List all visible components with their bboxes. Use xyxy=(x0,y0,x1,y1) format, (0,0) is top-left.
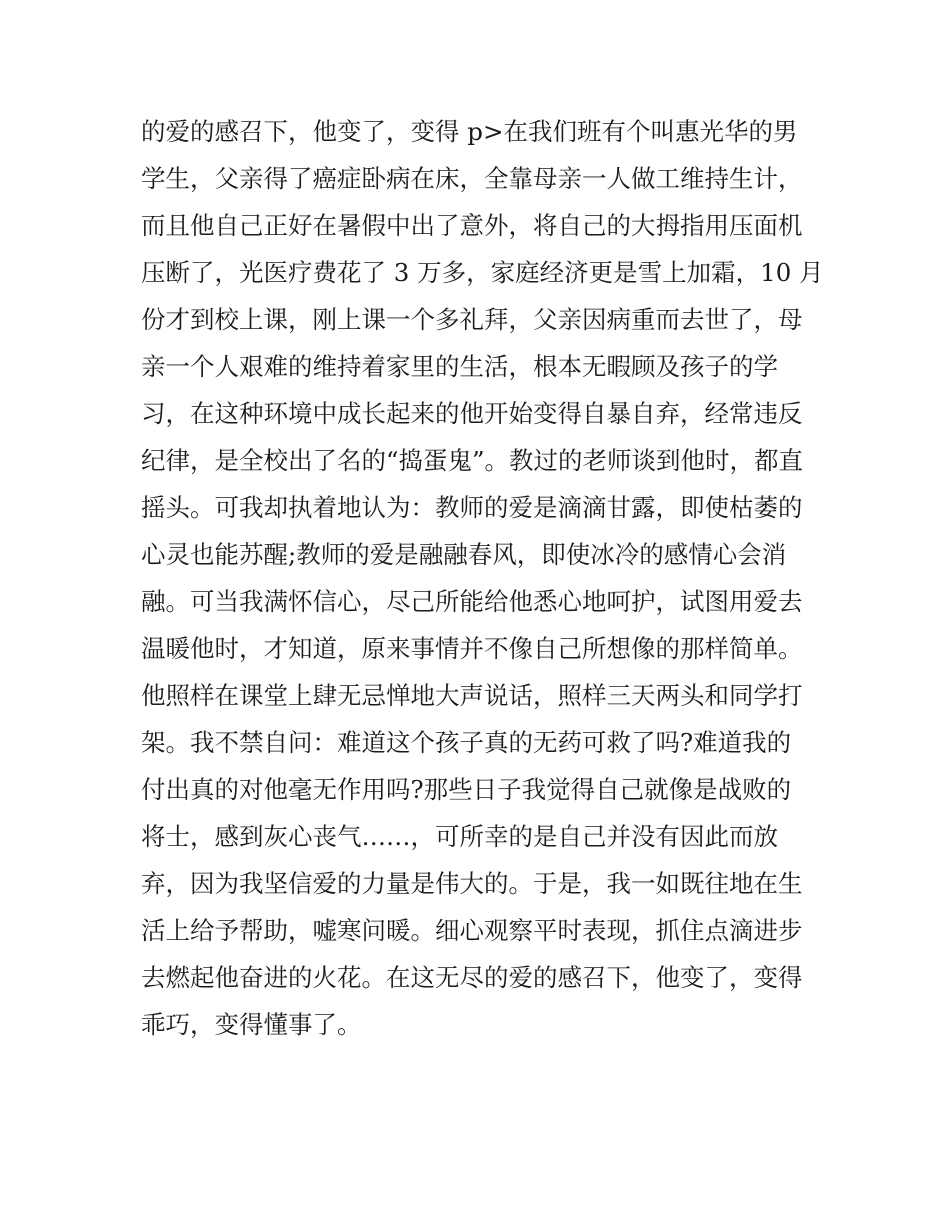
text-line: 而且他自己正好在暑假中出了意外，将自己的大拇指用压面机 xyxy=(141,211,803,240)
text-line: 学生，父亲得了癌症卧病在床，全靠母亲一人做工维持生计， xyxy=(141,164,803,193)
text-line: 摇头。可我却执着地认为：教师的爱是滴滴甘露，即使枯萎的 xyxy=(141,493,803,522)
text-line: 去燃起他奋进的火花。在这无尽的爱的感召下，他变了，变得 xyxy=(141,963,803,992)
text-line: 融。可当我满怀信心，尽己所能给他悉心地呵护，试图用爱去 xyxy=(141,587,803,616)
text-line: 的爱的感召下，他变了，变得 p>在我们班有个叫惠光华的男 xyxy=(141,117,798,146)
text-line: 习，在这种环境中成长起来的他开始变得自暴自弃，经常违反 xyxy=(141,399,803,428)
text-line: 架。我不禁自问：难道这个孩子真的无药可救了吗?难道我的 xyxy=(141,728,792,757)
text-line: 将士，感到灰心丧气……，可所幸的是自己并没有因此而放 xyxy=(141,822,778,851)
text-line: 压断了，光医疗费花了 3 万多，家庭经济更是雪上加霜，10 月 xyxy=(141,258,824,287)
text-line: 心灵也能苏醒;教师的爱是融融春风，即使冰冷的感情心会消 xyxy=(141,540,787,569)
text-line: 温暖他时，才知道，原来事情并不像自己所想像的那样简单。 xyxy=(141,634,803,663)
body-paragraph xyxy=(141,108,824,1048)
text-line: 亲一个人艰难的维持着家里的生活，根本无暇顾及孩子的学 xyxy=(141,352,778,381)
text-line: 份才到校上课，刚上课一个多礼拜，父亲因病重而去世了，母 xyxy=(141,305,803,334)
text-line: 付出真的对他毫无作用吗?那些日子我觉得自己就像是战败的 xyxy=(141,775,792,804)
text-line: 他照样在课堂上肆无忌惮地大声说话，照样三天两头和同学打 xyxy=(141,681,803,710)
text-line: 弃，因为我坚信爱的力量是伟大的。于是，我一如既往地在生 xyxy=(141,869,803,898)
text-line: 纪律，是全校出了名的“捣蛋鬼”。教过的老师谈到他时，都直 xyxy=(141,446,804,475)
text-line: 活上给予帮助，嘘寒问暖。细心观察平时表现，抓住点滴进步 xyxy=(141,916,803,945)
text-line: 乖巧，变得懂事了。 xyxy=(141,1010,362,1039)
